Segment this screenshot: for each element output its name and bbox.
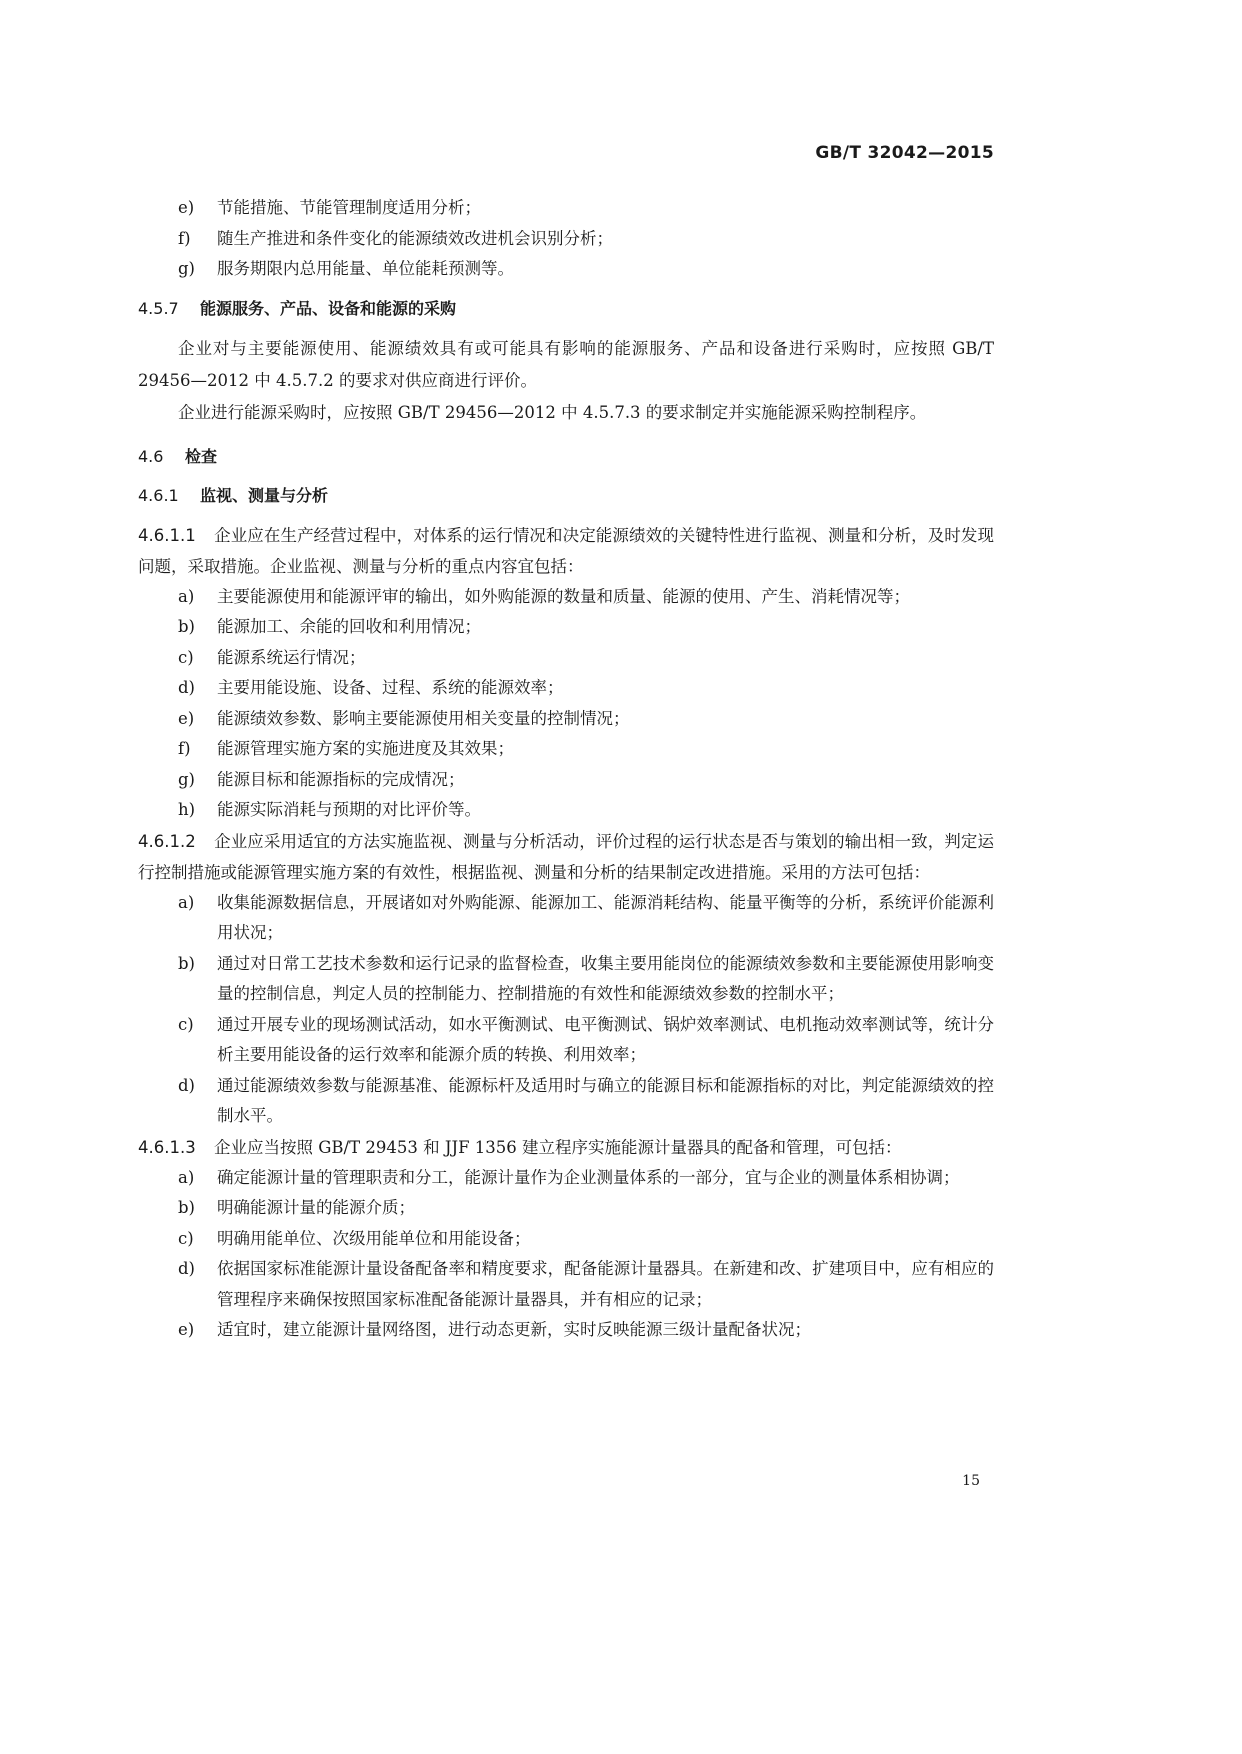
list-item (138, 193, 994, 224)
list-marker: h) (178, 800, 196, 819)
list-item (138, 673, 994, 704)
list-marker: b) (178, 953, 195, 973)
list-text: 能源管理实施方案的实施进度及其效果； (217, 739, 514, 758)
list-text: 服务期限内总用能量、单位能耗预测等。 (217, 259, 514, 278)
list-marker: a) (178, 1167, 195, 1187)
list-marker: g) (178, 259, 195, 278)
list-text: 能源系统运行情况； (217, 647, 366, 667)
list-marker: c) (178, 647, 194, 667)
section-title: 监视、测量与分析 (200, 485, 329, 505)
list-item (138, 224, 994, 255)
list-marker: b) (178, 1198, 195, 1217)
list-4611 (138, 582, 994, 826)
clause-number: 4.6.1.1 (138, 525, 196, 545)
clause-4613 (138, 1132, 994, 1163)
list-marker: d) (178, 1075, 195, 1095)
list-text: 随生产推进和条件变化的能源绩效改进机会识别分析； (217, 228, 613, 248)
list-item (138, 1163, 994, 1194)
list-item (138, 1315, 994, 1346)
list-marker: f) (178, 739, 191, 758)
list-item (138, 704, 994, 735)
standard-code: GB/T 32042—2015 (815, 143, 994, 163)
list-text: 明确能源计量的能源介质； (217, 1198, 415, 1217)
section-heading-457 (138, 294, 994, 324)
section-heading-46 (138, 442, 994, 472)
list-text: 通过能源绩效参数与能源基准、能源标杆及适用时与确立的能源目标和能源指标的对比，判定能源绩效的控制水平。 (217, 1075, 994, 1125)
list-item (138, 254, 994, 285)
list-marker: c) (178, 1014, 194, 1034)
paragraph: 企业对与主要能源使用、能源绩效具有或可能具有影响的能源服务、产品和设备进行采购时，应按照 GB/T 29456—2012 中 4.5.7.2 的要求对供应商进行评价。 (138, 338, 994, 390)
list-marker: d) (178, 1259, 195, 1278)
section-heading-461 (138, 481, 994, 511)
list-marker: g) (178, 769, 195, 789)
list-item (138, 1224, 994, 1255)
list-text: 依据国家标准能源计量设备配备率和精度要求，配备能源计量器具。在新建和改、扩建项目中，应有相应的管理程序来确保按照国家标准配备能源计量器具，并有相应的记录； (217, 1259, 994, 1309)
list-text: 确定能源计量的管理职责和分工，能源计量作为企业测量体系的一部分，宜与企业的测量体系相协调； (217, 1167, 960, 1187)
list-text: 明确用能单位、次级用能单位和用能设备； (217, 1228, 531, 1248)
list-text: 主要能源使用和能源评审的输出，如外购能源的数量和质量、能源的使用、产生、消耗情况等； (217, 586, 910, 606)
list-text: 主要用能设施、设备、过程、系统的能源效率； (217, 678, 564, 697)
list-text: 能源加工、余能的回收和利用情况； (217, 617, 481, 636)
list-456-tail (138, 193, 994, 285)
section-title: 检查 (185, 446, 218, 466)
list-marker: f) (178, 228, 191, 248)
section-number: 4.5.7 (138, 298, 179, 318)
clause-text: 企业应采用适宜的方法实施监视、测量与分析活动，评价过程的运行状态是否与策划的输出相一致，判定运行控制措施或能源管理实施方案的有效性，根据监视、测量和分析的结果制定改进措施。采用的方法可包括： (138, 831, 994, 882)
list-marker: e) (178, 1320, 195, 1339)
list-text: 能源目标和能源指标的完成情况； (217, 769, 465, 789)
list-item (138, 949, 994, 1010)
section-number: 4.6.1 (138, 485, 179, 505)
list-item (138, 1010, 994, 1071)
list-item (138, 643, 994, 674)
list-item (138, 612, 994, 643)
list-marker: d) (178, 678, 195, 697)
clause-4611 (138, 520, 994, 582)
clause-text: 企业应在生产经营过程中，对体系的运行情况和决定能源绩效的关键特性进行监视、测量和分析，及时发现问题，采取措施。企业监视、测量与分析的重点内容宜包括： (138, 525, 994, 576)
list-4612 (138, 888, 994, 1132)
list-marker: b) (178, 617, 195, 636)
clause-4612 (138, 826, 994, 888)
list-item (138, 1254, 994, 1315)
clause-number: 4.6.1.2 (138, 831, 196, 851)
list-text: 能源实际消耗与预期的对比评价等。 (217, 800, 481, 819)
list-marker: e) (178, 708, 195, 728)
list-4613 (138, 1163, 994, 1346)
list-text: 能源绩效参数、影响主要能源使用相关变量的控制情况； (217, 708, 630, 728)
list-item (138, 582, 994, 613)
list-marker: e) (178, 198, 195, 217)
list-marker: a) (178, 892, 195, 912)
page-content (138, 193, 994, 1346)
list-item (138, 734, 994, 765)
paragraph: 企业进行能源采购时，应按照 GB/T 29456—2012 中 4.5.7.3 的要求制定并实施能源采购控制程序。 (178, 402, 927, 422)
page-number: 15 (962, 1473, 980, 1489)
list-item (138, 795, 994, 826)
list-marker: c) (178, 1228, 194, 1248)
section-title: 能源服务、产品、设备和能源的采购 (200, 298, 457, 318)
clause-text: 企业应当按照 GB/T 29453 和 JJF 1356 建立程序实施能源计量器具的配备和管理，可包括： (214, 1137, 902, 1157)
clause-number: 4.6.1.3 (138, 1137, 196, 1157)
list-item (138, 765, 994, 796)
list-text: 收集能源数据信息，开展诸如对外购能源、能源加工、能源消耗结构、能量平衡等的分析，系统评价能源利用状况； (217, 892, 994, 942)
list-text: 通过对日常工艺技术参数和运行记录的监督检查，收集主要用能岗位的能源绩效参数和主要能源使用影响变量的控制信息，判定人员的控制能力、控制措施的有效性和能源绩效参数的控制水平； (217, 953, 994, 1003)
list-item (138, 1071, 994, 1132)
list-text: 节能措施、节能管理制度适用分析； (217, 198, 481, 217)
list-marker: a) (178, 586, 195, 606)
section-number: 4.6 (138, 446, 164, 466)
list-item (138, 1193, 994, 1224)
list-item (138, 888, 994, 949)
list-text: 通过开展专业的现场测试活动，如水平衡测试、电平衡测试、锅炉效率测试、电机拖动效率测试等，统计分析主要用能设备的运行效率和能源介质的转换、利用效率； (217, 1014, 994, 1064)
list-text: 适宜时，建立能源计量网络图，进行动态更新，实时反映能源三级计量配备状况； (217, 1320, 811, 1339)
